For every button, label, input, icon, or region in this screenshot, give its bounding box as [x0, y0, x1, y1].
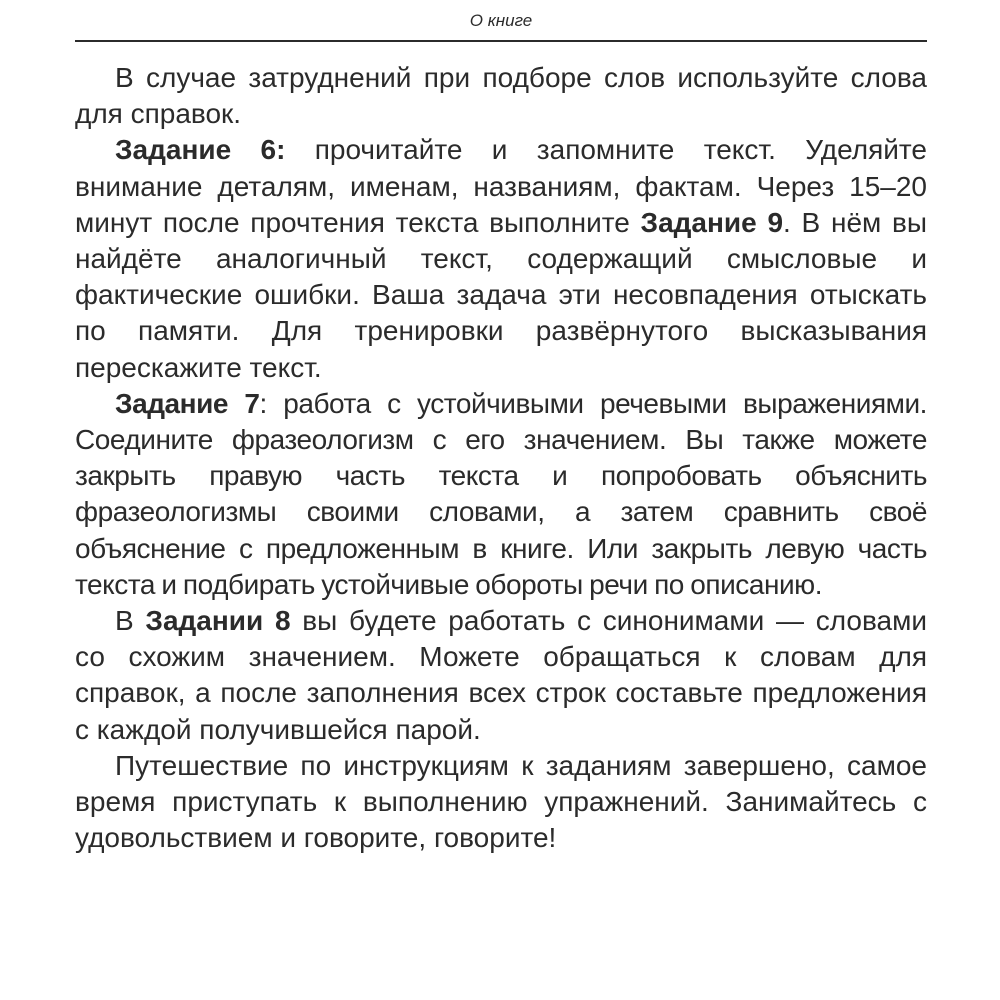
paragraph-text: В случае затруднений при подборе слов используйте слова для справок.: [75, 62, 927, 130]
paragraph-closing: [75, 748, 927, 857]
paragraph-text: . В нём вы найдёте аналогичный текст, содержащий смысловые и фактические ошибки. Ваша задача эти несовпадения отыскать по памяти. Для тренировки развёрнутого высказывания перескажите текст.: [75, 206, 928, 383]
task-9-label: Задание 9: [640, 206, 784, 238]
paragraph-text: вы будете работать с синонимами — словами со схожим значением. Можете обращаться к словам для справок, а после заполнения всех строк составьте предложения с каждой получившейся парой.: [75, 605, 927, 745]
task-6-label: Задание 6:: [115, 134, 286, 166]
page-content: [75, 60, 927, 856]
paragraph-task-7: [75, 386, 927, 603]
task-7-label: Задание 7: [115, 387, 260, 419]
paragraph-task-6: [75, 132, 927, 385]
task-8-label: Задании 8: [145, 605, 291, 637]
running-header: [75, 0, 927, 42]
paragraph-task-8: [75, 603, 927, 748]
paragraph-text: В: [115, 605, 146, 637]
paragraph-text: : работа с устойчивыми речевыми выражениями. Соедините фразеологизм с его значением. Вы также можете закрыть правую часть текста и попробовать объяснить фразеологизмы своими словами, а затем сравнить своё объяснение с предложенным в книге. Или закрыть левую часть текста и подбирать устойчивые обороты речи по описанию.: [75, 387, 927, 600]
header-title: О книге: [469, 11, 533, 30]
paragraph-1: [75, 60, 927, 132]
paragraph-text: Путешествие по инструкциям к заданиям завершено, самое время приступать к выполнению упражнений. Занимайтесь с удовольствием и говорите, говорите!: [75, 749, 927, 854]
paragraph-text: прочитайте и запомните текст. Уделяйте внимание деталям, именам, названиям, фактам. Через 15–20 минут после прочтения текста выполните: [75, 134, 927, 238]
